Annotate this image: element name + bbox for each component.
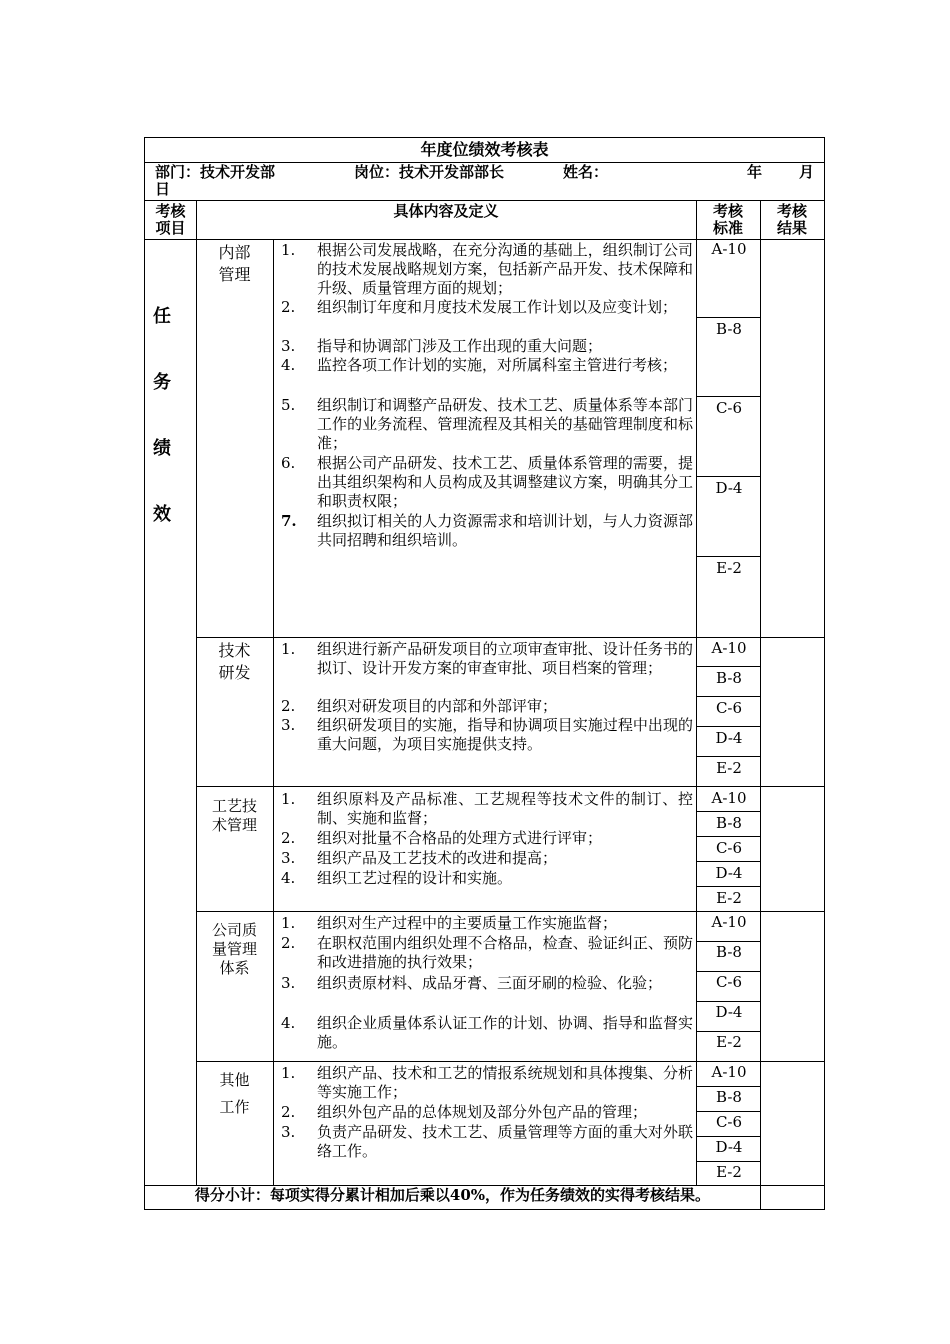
category-char: 效 (153, 504, 171, 525)
year-label: 年 (747, 163, 763, 181)
grade-d: D-4 (715, 1138, 743, 1156)
grade-c: C-6 (715, 973, 743, 991)
department-label: 部门：技术开发部 (155, 163, 276, 181)
category-char: 任 (153, 306, 171, 327)
col-item-header-2: 项目 (155, 219, 186, 237)
grade-b: B-8 (716, 1088, 742, 1106)
col-result-header-1: 考核 (776, 202, 807, 220)
score-summary: 得分小计：每项实得分累计相加后乘以40%，作为任务绩效的实得考核结果。 (194, 1186, 711, 1204)
list-item: 1. 组织进行新产品研发项目的立项审查审批、设计任务书的拟订、设计开发方案的审查审批、项目档案的管理； (281, 640, 693, 677)
list-item: 4. 组织工艺过程的设计和实施。 (281, 869, 513, 887)
list-item: 2. 组织对研发项目的内部和外部评审； (281, 697, 558, 715)
list-item: 3. 组织产品及工艺技术的改进和提高； (281, 849, 558, 867)
list-item: 7. 组织拟订相关的人力资源需求和培训计划，与人力资源部共同招聘和组织培训。 (281, 512, 693, 549)
grade-c: C-6 (715, 1113, 743, 1131)
grade-e: E-2 (716, 1163, 742, 1181)
performance-review-form (144, 137, 825, 1210)
grade-b: B-8 (716, 943, 742, 961)
list-item: 2. 组织对批量不合格品的处理方式进行评审； (281, 829, 603, 847)
list-item: 2. 在职权范围内组织处理不合格品，检查、验证纠正、预防和改进措施的执行效果； (281, 934, 693, 971)
list-item: 1. 组织对生产过程中的主要质量工作实施监督； (281, 914, 618, 932)
grade-a: A-10 (711, 639, 747, 657)
grade-a: A-10 (711, 789, 747, 807)
grade-b: B-8 (716, 814, 742, 832)
list-item: 5. 组织制订和调整产品研发、技术工艺、质量体系等本部门工作的业务流程、管理流程及其相关的基础管理制度和标准； (281, 396, 693, 452)
col-standard-header-2: 标准 (712, 219, 743, 237)
col-item-header-1: 考核 (155, 202, 186, 220)
grade-b: B-8 (716, 320, 742, 338)
grade-b: B-8 (716, 669, 742, 687)
grade-c: C-6 (715, 839, 743, 857)
section-name-line: 技术 (218, 641, 251, 660)
month-label: 月 (799, 163, 815, 181)
section-name-line: 内部 (218, 243, 251, 262)
grade-d: D-4 (715, 864, 743, 882)
list-item: 3. 负责产品研发、技术工艺、质量管理等方面的重大对外联络工作。 (281, 1123, 693, 1160)
grade-e: E-2 (716, 759, 742, 777)
list-item: 3. 组织研发项目的实施，指导和协调项目实施过程中出现的重大问题，为项目实施提供支持。 (281, 716, 693, 753)
grade-a: A-10 (711, 240, 747, 258)
section-name-line: 公司质 (211, 921, 257, 939)
list-item: 3. 指导和协调部门涉及工作出现的重大问题； (281, 337, 603, 355)
section-name-line: 工艺技 (211, 797, 257, 815)
grade-e: E-2 (716, 559, 742, 577)
grade-d: D-4 (715, 729, 743, 747)
category-char: 务 (153, 372, 171, 393)
section-name-line: 体系 (219, 959, 250, 977)
category-char: 绩 (153, 438, 171, 459)
section-name-line: 量管理 (211, 940, 257, 958)
list-item: 4. 组织企业质量体系认证工作的计划、协调、指导和监督实施。 (281, 1014, 693, 1051)
name-label: 姓名： (563, 163, 609, 181)
grade-c: C-6 (715, 699, 743, 717)
day-label: 日 (155, 180, 171, 198)
list-item: 1. 组织产品、技术和工艺的情报系统规划和具体搜集、分析等实施工作； (281, 1064, 693, 1101)
col-content-header: 具体内容及定义 (393, 202, 499, 220)
grade-c: C-6 (715, 399, 743, 417)
section-name-line: 工作 (219, 1098, 250, 1116)
list-item: 1. 组织原料及产品标准、工艺规程等技术文件的制订、控制、实施和监督； (281, 790, 693, 827)
list-item: 1. 根据公司发展战略，在充分沟通的基础上，组织制订公司的技术发展战略规划方案，包括新产品开发、技术保障和升级、质量管理方面的规划； (281, 241, 693, 297)
list-item: 6. 根据公司产品研发、技术工艺、质量体系管理的需要，提出其组织架构和人员构成及其调整建议方案，明确其分工和职责权限； (281, 454, 693, 510)
section-name-line: 其他 (219, 1071, 250, 1089)
col-standard-header-1: 考核 (712, 202, 743, 220)
section-name-line: 管理 (218, 265, 251, 284)
list-item: 4. 监控各项工作计划的实施，对所属科室主管进行考核； (281, 356, 678, 374)
section-name-line: 研发 (218, 663, 251, 682)
grade-d: D-4 (715, 1003, 743, 1021)
grade-a: A-10 (711, 913, 747, 931)
form-title: 年度位绩效考核表 (420, 140, 549, 159)
grade-e: E-2 (716, 889, 742, 907)
grade-d: D-4 (715, 479, 743, 497)
list-item: 2. 组织制订年度和月度技术发展工作计划以及应变计划； (281, 298, 678, 316)
col-result-header-2: 结果 (776, 219, 807, 237)
grade-a: A-10 (711, 1063, 747, 1081)
list-item: 2. 组织外包产品的总体规划及部分外包产品的管理； (281, 1103, 648, 1121)
position-label: 岗位：技术开发部部长 (354, 163, 505, 181)
list-item: 3. 组织责原材料、成品牙膏、三面牙刷的检验、化验； (281, 974, 663, 992)
grade-e: E-2 (716, 1033, 742, 1051)
section-name-line: 术管理 (211, 816, 257, 834)
